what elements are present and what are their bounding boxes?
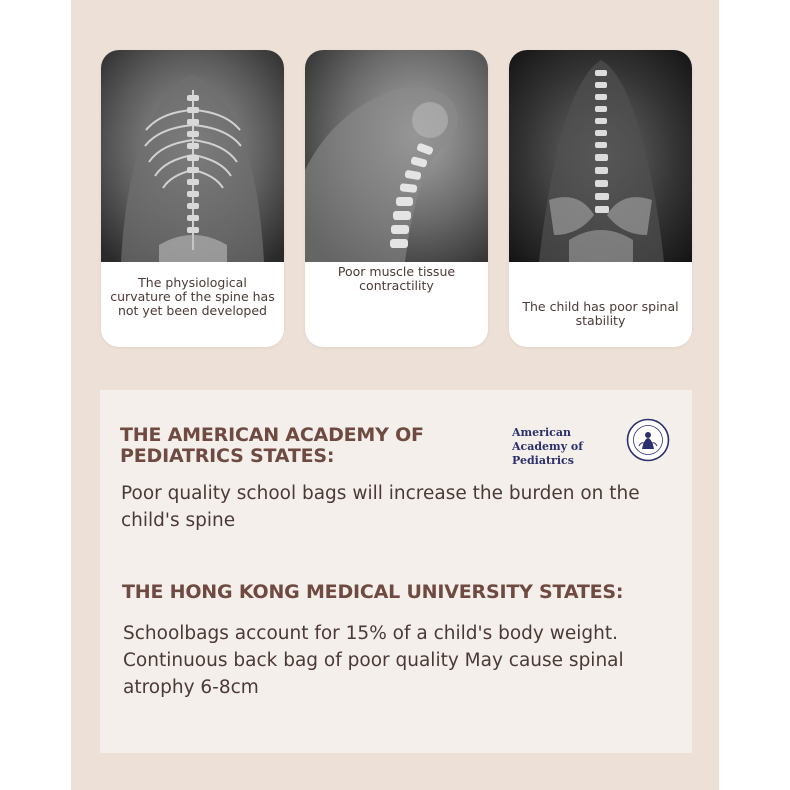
- card-muscle-contractility: [305, 50, 488, 347]
- spine-xray-back-image: [101, 50, 284, 262]
- aap-heading: THE AMERICAN ACADEMY OF PEDIATRICS STATES:: [120, 424, 424, 467]
- spine-xray-side-image: [305, 50, 488, 262]
- card-caption: Poor muscle tissue contractility: [337, 264, 456, 293]
- aap-logo-text: American Academy of Pediatrics: [512, 426, 583, 467]
- card-spine-curvature: [101, 50, 284, 347]
- aap-logo: [512, 418, 672, 467]
- spine-xray-hands-image: [509, 50, 692, 262]
- hk-statement: Schoolbags account for 15% of a child's body weight. Continuous back bag of poor quality May cause spinal atrophy 6-8cm: [123, 623, 624, 698]
- card-caption: The child has poor spinal stability: [522, 299, 679, 328]
- card-spinal-stability: [509, 50, 692, 347]
- aap-statement: Poor quality school bags will increase the burden on the child's spine: [121, 483, 640, 531]
- card-caption: The physiological curvature of the spine has not yet been developed: [110, 275, 275, 318]
- hk-heading: THE HONG KONG MEDICAL UNIVERSITY STATES:: [122, 581, 624, 603]
- aap-seal-icon: [626, 418, 670, 462]
